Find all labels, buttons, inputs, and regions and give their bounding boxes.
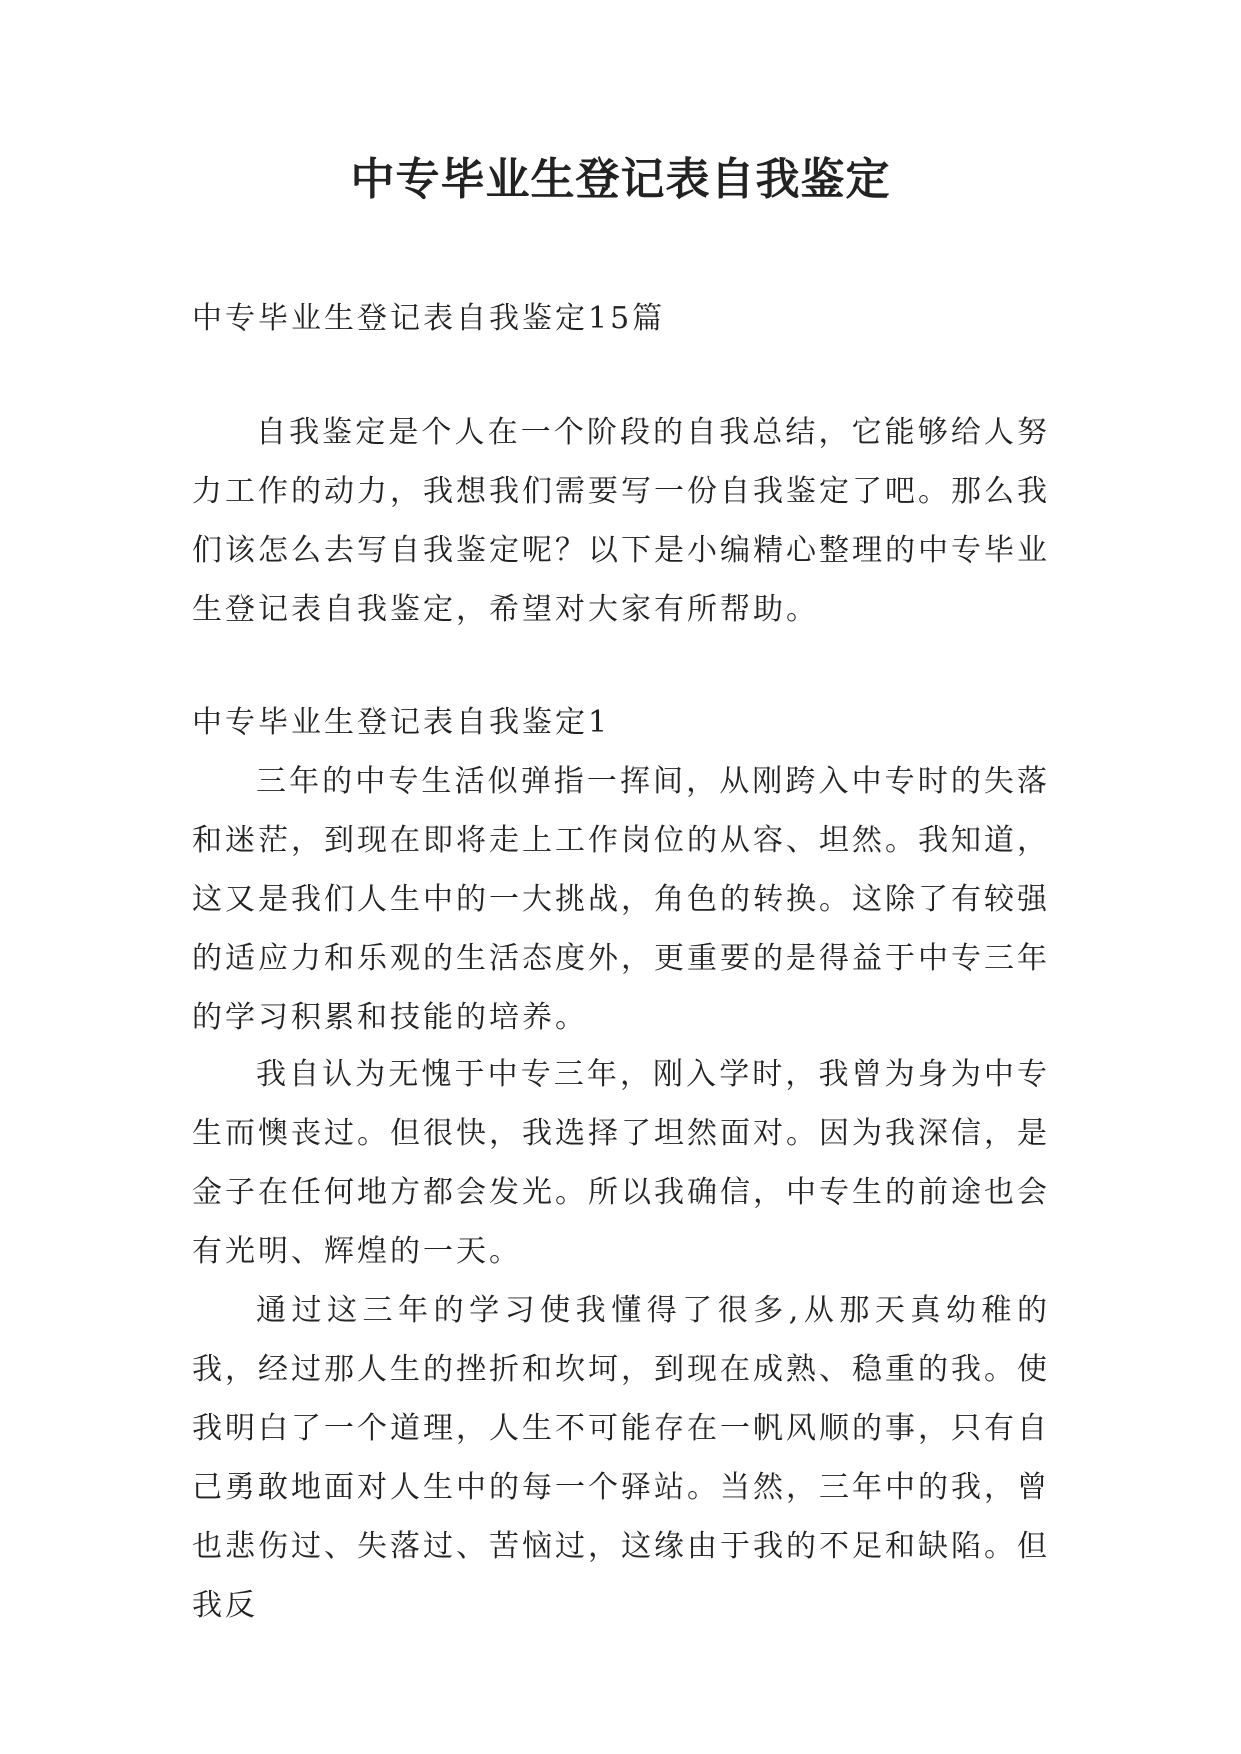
body-paragraph-3: 通过这三年的学习使我懂得了很多,从那天真幼稚的我，经过那人生的挫折和坎坷，到现在成熟、稳重的我。使我明白了一个道理，人生不可能存在一帆风顺的事，只有自己勇敢地面对人生中的每一个驿站。当然，三年中的我，曾也悲伤过、失落过、苦恼过，这缘由于我的不足和缺陷。但我反 (192, 1293, 1050, 1623)
body-paragraph-1: 三年的中专生活似弹指一挥间，从刚跨入中专时的失落和迷茫，到现在即将走上工作岗位的从容、坦然。我知道，这又是我们人生中的一大挑战，角色的转换。这除了有较强的适应力和乐观的生活态度外，更重要的是得益于中专三年的学习积累和技能的培养。 (192, 764, 1050, 1035)
document-subtitle: 中专毕业生登记表自我鉴定15篇 (192, 301, 666, 336)
document-title: 中专毕业生登记表自我鉴定 (350, 154, 891, 205)
section-heading: 中专毕业生登记表自我鉴定1 (192, 705, 611, 740)
intro-paragraph: 自我鉴定是个人在一个阶段的自我总结，它能够给人努力工作的动力，我想我们需要写一份自我鉴定了吧。那么我们该怎么去写自我鉴定呢？以下是小编精心整理的中专毕业生登记表自我鉴定，希望对大家有所帮助。 (192, 415, 1050, 627)
body-paragraph-2: 我自认为无愧于中专三年，刚入学时，我曾为身为中专生而懊丧过。但很快，我选择了坦然面对。因为我深信，是金子在任何地方都会发光。所以我确信，中专生的前途也会有光明、辉煌的一天。 (192, 1057, 1050, 1269)
